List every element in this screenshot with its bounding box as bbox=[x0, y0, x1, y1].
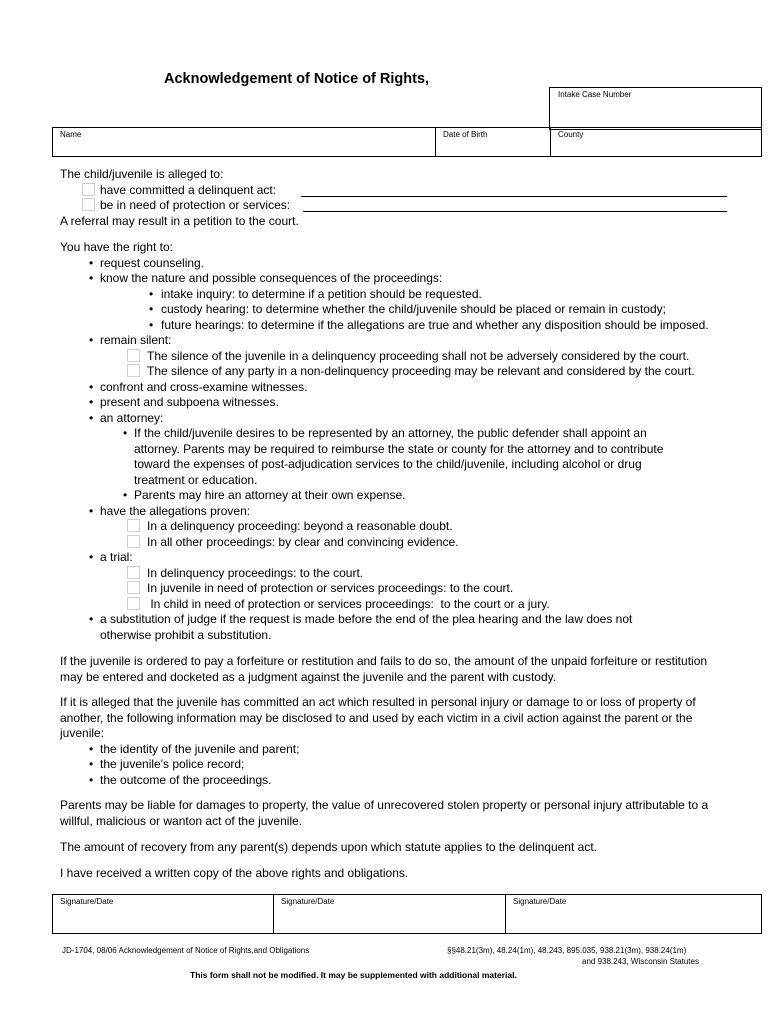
bullet-icon: • bbox=[89, 757, 94, 771]
forfeiture-paragraph: If the juvenile is ordered to pay a forfeiture or restitution and fails to do so, the amount of the unpaid forfeiture or restitution may be entered and docketed as a judgment against the juvenile and the parent with custody. bbox=[60, 654, 708, 684]
intake-case-number-field[interactable] bbox=[549, 87, 762, 130]
attorney-item-line: If the child/juvenile desires to be represented by an attorney, the public defender shall appoint an bbox=[134, 426, 647, 440]
know-item-custody: custody hearing: to determine whether the child/juvenile should be placed or remain in custody; bbox=[161, 302, 666, 316]
delinquent-act-checkbox[interactable] bbox=[82, 183, 95, 196]
county-label: County bbox=[558, 130, 584, 139]
signature-row bbox=[52, 894, 762, 934]
delinquent-act-label: have committed a delinquent act: bbox=[100, 183, 277, 197]
attorney-item-line: treatment or education. bbox=[134, 473, 258, 487]
bullet-icon: • bbox=[123, 426, 128, 440]
modification-notice: This form shall not be modified. It may be supplemented with additional material. bbox=[190, 970, 517, 980]
right-confront: confront and cross-examine witnesses. bbox=[100, 380, 308, 394]
attorney-item-line: attorney. Parents may be required to reimburse the state or county for the attorney and to contribute bbox=[134, 442, 664, 456]
form-id: JD-1704, 08/06 Acknowledgement of Notice of Rights,and Obligations bbox=[62, 946, 310, 955]
bullet-icon: • bbox=[89, 271, 94, 285]
trial-item-chips: In child in need of protection or services proceedings: to the court or a jury. bbox=[147, 597, 550, 611]
attorney-item-hire: Parents may hire an attorney at their own expense. bbox=[134, 488, 406, 502]
bullet-icon: • bbox=[89, 380, 94, 394]
injury-paragraph: If it is alleged that the juvenile has committed an act which resulted in personal injury or damage to or loss of property of another, the following information may be disclosed to and used by each victim in a civil action against the parent or the juvenile: bbox=[60, 695, 696, 741]
injury-item-identity: the identity of the juvenile and parent; bbox=[100, 742, 300, 756]
received-statement: I have received a written copy of the above rights and obligations. bbox=[60, 866, 409, 880]
identity-row bbox=[52, 127, 762, 157]
bullet-icon: • bbox=[89, 550, 94, 564]
right-silent: remain silent: bbox=[100, 333, 172, 347]
protection-services-label: be in need of protection or services: bbox=[100, 198, 291, 212]
bullet-icon: • bbox=[89, 411, 94, 425]
proven-item-other: In all other proceedings: by clear and convincing evidence. bbox=[147, 535, 459, 549]
date-of-birth-label: Date of Birth bbox=[443, 130, 488, 139]
referral-text: A referral may result in a petition to the court. bbox=[60, 214, 299, 228]
signature-label: Signature/Date bbox=[281, 897, 335, 906]
right-trial: a trial: bbox=[100, 550, 133, 564]
trial-item-delinquency: In delinquency proceedings: to the court. bbox=[147, 566, 364, 580]
rights-intro: You have the right to: bbox=[60, 240, 173, 254]
signature-field-3[interactable] bbox=[505, 895, 762, 933]
trial-chips-checkbox[interactable] bbox=[127, 597, 140, 610]
bullet-icon: • bbox=[149, 302, 154, 316]
right-substitution-line: a substitution of judge if the request is made before the end of the plea hearing and the law does not bbox=[100, 612, 633, 626]
delinquent-act-line[interactable] bbox=[301, 196, 727, 197]
name-field[interactable] bbox=[53, 128, 435, 156]
bullet-icon: • bbox=[89, 612, 94, 626]
right-substitution-line: otherwise prohibit a substitution. bbox=[100, 628, 272, 642]
bullet-icon: • bbox=[149, 287, 154, 301]
bullet-icon: • bbox=[89, 504, 94, 518]
silent-non-delinquency-checkbox[interactable] bbox=[127, 364, 140, 377]
damages-paragraph: Parents may be liable for damages to property, the value of unrecovered stolen property or personal injury attributable to a willful, malicious or wanton act of the juvenile. bbox=[60, 798, 709, 828]
recovery-paragraph: The amount of recovery from any parent(s) depends upon which statute applies to the delinquent act. bbox=[60, 840, 597, 854]
statutes-line-1: §§48.21(3m), 48.24(1m), 48.243, 895.035, 938.21(3m), 938.24(1m) bbox=[447, 946, 687, 955]
trial-item-jips: In juvenile in need of protection or services proceedings: to the court. bbox=[147, 581, 514, 595]
statutes-line-2: and 938.243, Wisconsin Statutes bbox=[582, 957, 699, 966]
bullet-icon: • bbox=[89, 742, 94, 756]
trial-jips-checkbox[interactable] bbox=[127, 581, 140, 594]
signature-field-2[interactable] bbox=[273, 895, 506, 933]
right-attorney: an attorney: bbox=[100, 411, 164, 425]
alleged-intro: The child/juvenile is alleged to: bbox=[60, 167, 224, 181]
bullet-icon: • bbox=[123, 488, 128, 502]
bullet-icon: • bbox=[89, 333, 94, 347]
bullet-icon: • bbox=[149, 318, 154, 332]
silent-delinquency-checkbox[interactable] bbox=[127, 349, 140, 362]
bullet-icon: • bbox=[89, 395, 94, 409]
protection-services-checkbox[interactable] bbox=[82, 198, 95, 211]
right-know: know the nature and possible consequences of the proceedings: bbox=[100, 271, 443, 285]
right-proven: have the allegations proven: bbox=[100, 504, 251, 518]
signature-label: Signature/Date bbox=[60, 897, 114, 906]
silent-item-non-delinquency: The silence of any party in a non-delinquency proceeding may be relevant and considered by the court. bbox=[147, 364, 695, 378]
bullet-icon: • bbox=[89, 773, 94, 787]
name-label: Name bbox=[60, 130, 82, 139]
county-field[interactable] bbox=[550, 128, 762, 156]
proven-delinquency-checkbox[interactable] bbox=[127, 519, 140, 532]
attorney-item-line: toward the expenses of post-adjudication services to the child/juvenile, including alcohol or drug bbox=[134, 457, 642, 471]
signature-field-1[interactable] bbox=[53, 895, 273, 933]
protection-services-line[interactable] bbox=[303, 211, 727, 212]
silent-item-delinquency: The silence of the juvenile in a delinquency proceeding shall not be adversely considered by the court. bbox=[147, 349, 690, 363]
right-counseling: request counseling. bbox=[100, 256, 205, 270]
signature-label: Signature/Date bbox=[513, 897, 567, 906]
form-title: Acknowledgement of Notice of Rights, bbox=[164, 71, 430, 87]
trial-delinquency-checkbox[interactable] bbox=[127, 566, 140, 579]
injury-item-record: the juvenile's police record; bbox=[100, 757, 245, 771]
know-item-intake: intake inquiry: to determine if a petition should be requested. bbox=[161, 287, 482, 301]
injury-item-outcome: the outcome of the proceedings. bbox=[100, 773, 272, 787]
date-of-birth-field[interactable] bbox=[435, 128, 551, 156]
know-item-future: future hearings: to determine if the allegations are true and whether any disposition should be imposed. bbox=[161, 318, 709, 332]
proven-other-checkbox[interactable] bbox=[127, 535, 140, 548]
intake-case-number-label: Intake Case Number bbox=[558, 90, 632, 99]
right-subpoena: present and subpoena witnesses. bbox=[100, 395, 279, 409]
bullet-icon: • bbox=[89, 256, 94, 270]
proven-item-delinquency: In a delinquency proceeding: beyond a reasonable doubt. bbox=[147, 519, 453, 533]
